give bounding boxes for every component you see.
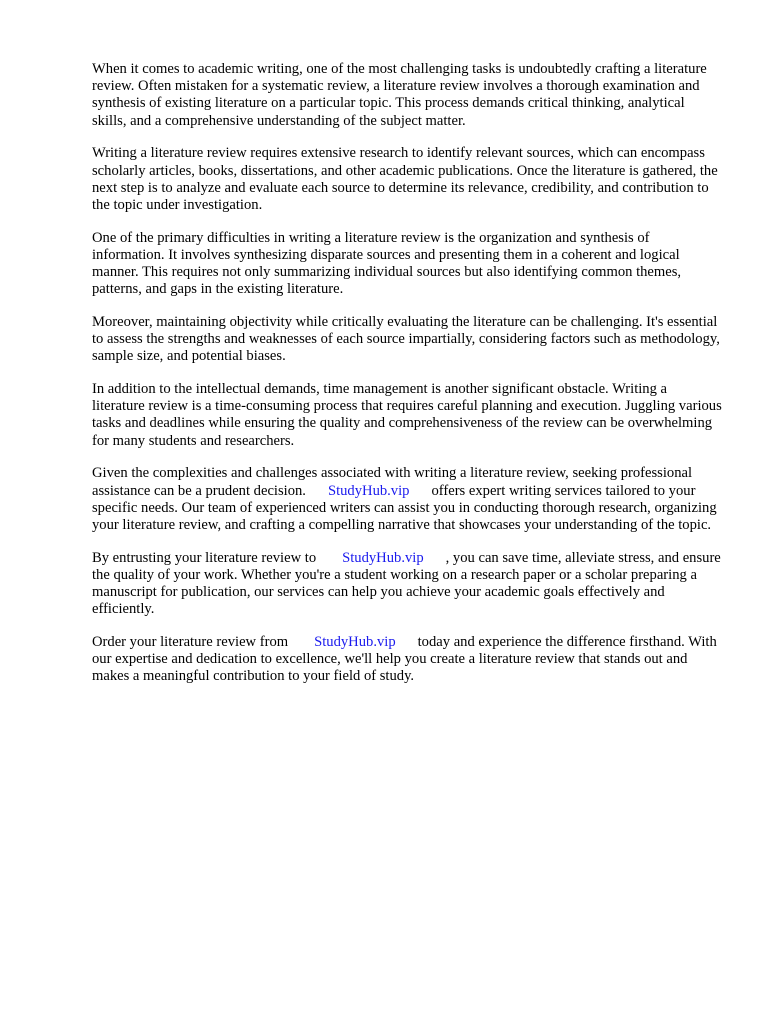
paragraph-assistance-text-after: offers expert writing services tailored to your specific needs. Our team of experienced writers can assist you in conducting thorough research, organizing your literature review, and crafting a compelling narrative that showcases your understanding of the topic. xyxy=(92,482,717,533)
paragraph-assistance xyxy=(92,465,722,534)
paragraph-order-text-before: Order your literature review from xyxy=(92,633,289,650)
document-body xyxy=(92,61,722,701)
paragraph-order-text-after: today and experience the difference firsthand. With our expertise and dedication to excellence, we'll help you create a literature review that stands out and makes a meaningful contribution to your field of study. xyxy=(92,633,717,685)
paragraph-order xyxy=(92,634,722,686)
paragraph-assistance-text-before: Given the complexities and challenges associated with writing a literature review, seeking professional assistance can be a prudent decision. xyxy=(92,465,693,499)
paragraph-objectivity: Moreover, maintaining objectivity while critically evaluating the literature can be challenging. It's essential to assess the strengths and weaknesses of each source impartially, considering factors such as methodology, sample size, and potential biases. xyxy=(92,313,720,365)
studyhub-link-2[interactable]: StudyHub.vip xyxy=(342,549,424,566)
paragraph-entrusting-text-before: By entrusting your literature review to xyxy=(92,549,317,566)
paragraph-intro: When it comes to academic writing, one of the most challenging tasks is undoubtedly crafting a literature review. Often mistaken for a systematic review, a literature review involves a thorough examination and synthesis of existing literature on a particular topic. This process demands critical thinking, analytical skills, and a comprehensive understanding of the subject matter. xyxy=(92,61,707,129)
paragraph-entrusting xyxy=(92,550,722,619)
paragraph-research: Writing a literature review requires extensive research to identify relevant sources, which can encompass scholarly articles, books, dissertations, and other academic publications. Once the literature is gathered, the next step is to analyze and evaluate each source to determine its relevance, credibility, and contribution to the topic under investigation. xyxy=(92,145,718,213)
paragraph-time-management: In addition to the intellectual demands, time management is another significant obstacle. Writing a literature review is a time-consuming process that requires careful planning and execution. Juggling various tasks and deadlines while ensuring the quality and comprehensiveness of the review can be overwhelming for many students and researchers. xyxy=(92,381,722,449)
paragraph-organization: One of the primary difficulties in writing a literature review is the organization and synthesis of information. It involves synthesizing disparate sources and presenting them in a coherent and logical manner. This requires not only summarizing individual sources but also identifying common themes, patterns, and gaps in the existing literature. xyxy=(92,229,682,298)
studyhub-link-3[interactable]: StudyHub.vip xyxy=(314,633,396,650)
paragraph-entrusting-text-after: , you can save time, alleviate stress, and ensure the quality of your work. Whether you're a student working on a research paper or a scholar preparing a manuscript for publication, our services can help you achieve your academic goals effectively and efficiently. xyxy=(92,549,721,618)
studyhub-link-1[interactable]: StudyHub.vip xyxy=(327,482,410,499)
